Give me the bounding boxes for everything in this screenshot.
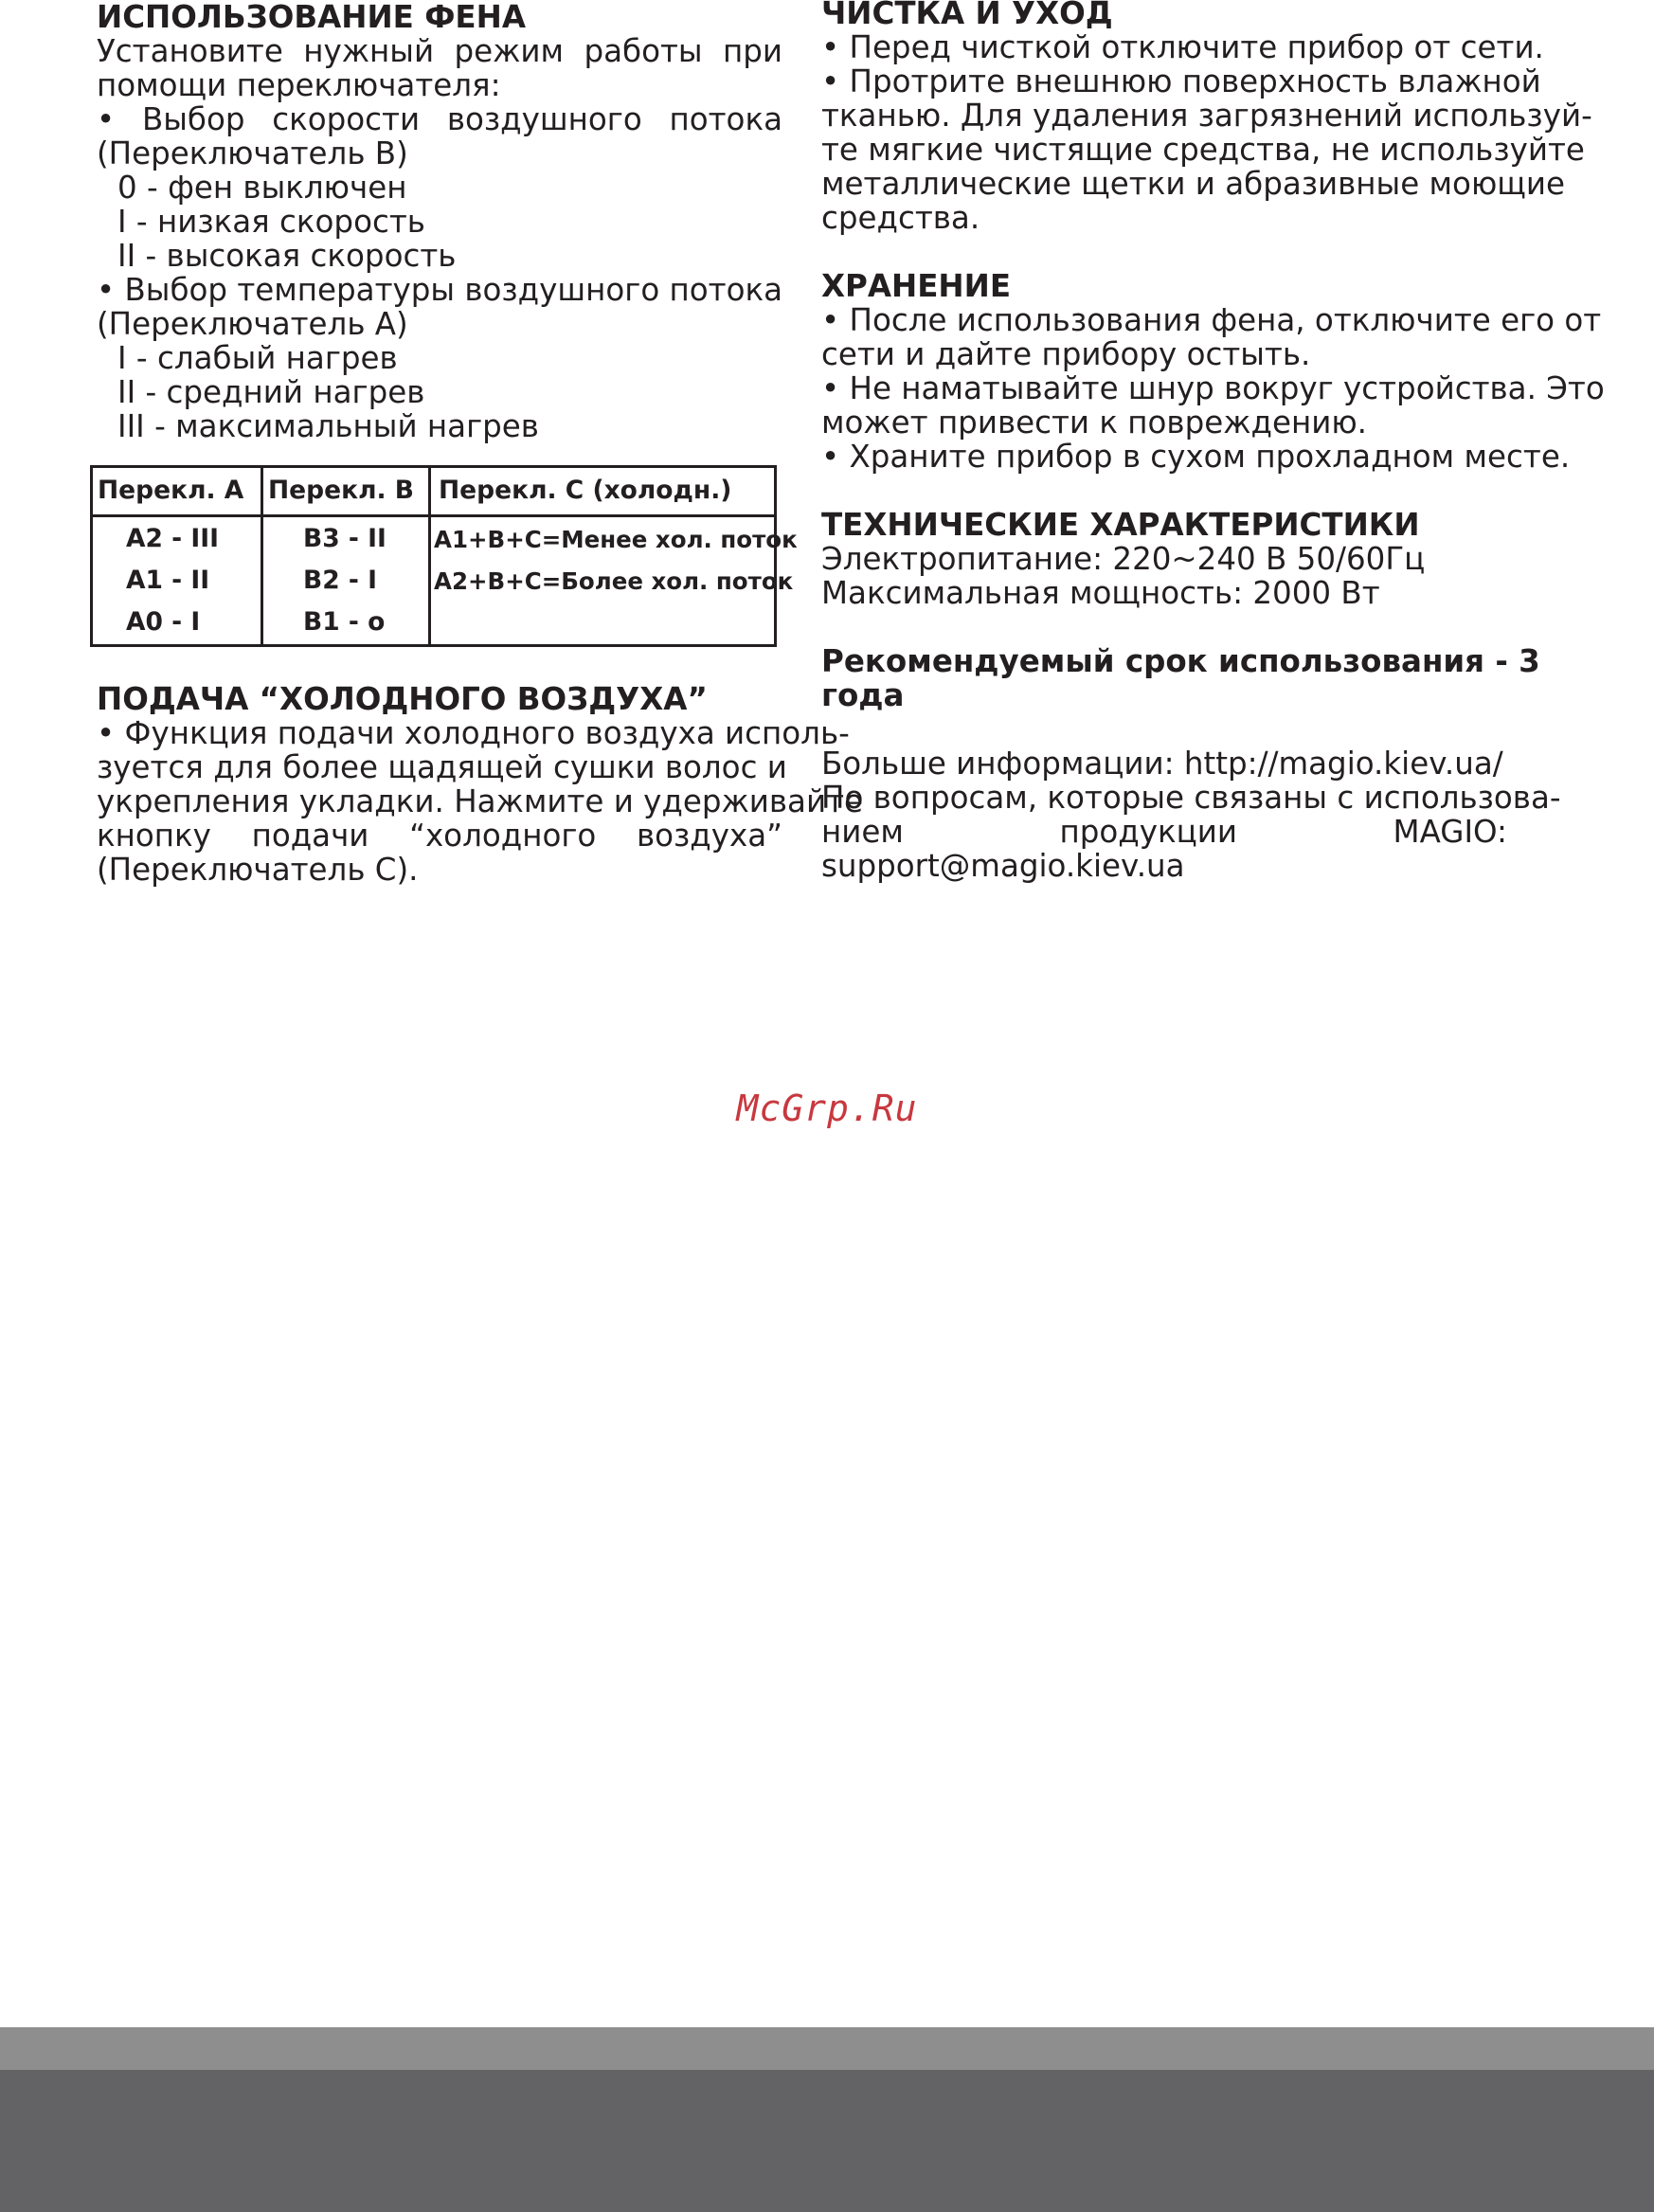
speed-item: I - низкая скорость [117,204,425,240]
table-cell-c: A2+B+C=Более хол. поток [434,567,794,595]
cold-air-line: • Функция подачи холодного воздуха исполь- [97,715,850,751]
cleaning-line: • Протрите внешнюю поверхность влажной [821,63,1541,99]
usage-intro-line: помощи переключателя: [97,67,501,103]
cold-air-line: укрепления укладки. Нажмите и удерживайте [97,783,864,819]
storage-line: • Не наматывайте шнур вокруг устройства. Это [821,370,1605,406]
cleaning-heading: ЧИСТКА И УХОД [821,0,1113,31]
table-header-b: Перекл. В [268,476,414,505]
speed-item: II - высокая скорость [117,238,457,274]
table-cell-a: A0 - I [126,607,201,637]
cleaning-line: металлические щетки и абразивные моющие [821,166,1566,202]
cleaning-line: тканью. Для удаления загрязнений используй- [821,98,1592,134]
temperature-item: III - максимальный нагрев [117,408,539,444]
watermark-logo: McGrp.Ru [736,1088,918,1129]
temperature-selection-line: • Выбор температуры воздушного потока [97,272,783,308]
storage-heading: ХРАНЕНИЕ [821,268,1012,304]
specs-heading: ТЕХНИЧЕСКИЕ ХАРАКТЕРИСТИКИ [821,507,1420,543]
storage-line: может привести к повреждению. [821,405,1368,441]
storage-line: • Храните прибор в сухом прохладном месте. [821,439,1571,475]
cold-air-line: зуется для более щадящей сушки волос и [97,749,787,785]
table-header-a: Перекл. А [98,476,244,505]
table-cell-a: A2 - III [126,524,219,553]
temperature-item: I - слабый нагрев [117,340,398,376]
cleaning-line: средства. [821,200,980,236]
temperature-item: II - средний нагрев [117,374,425,410]
table-divider [93,514,774,517]
storage-line: • После использования фена, отключите его от [821,302,1602,338]
table-header-c: Перекл. С (холодн.) [439,476,732,505]
more-info-link[interactable]: Больше информации: http://magio.kiev.ua/ [821,746,1503,782]
cold-air-line: кнопку подачи “холодного воздуха” [97,818,782,854]
cleaning-line: • Перед чисткой отключите прибор от сети. [821,29,1544,65]
questions-line: нием продукции MAGIO: [821,814,1507,850]
usage-heading: ИСПОЛЬЗОВАНИЕ ФЕНА [97,0,526,35]
table-cell-a: A1 - II [126,566,210,595]
table-cell-b: B2 - I [303,566,377,595]
service-life: Рекомендуемый срок использования - 3 [821,643,1540,679]
max-power-spec: Максимальная мощность: 2000 Вт [821,575,1380,611]
table-cell-c: A1+B+C=Менее хол. поток [434,526,798,553]
service-life: года [821,677,905,713]
switch-mode-table [90,465,798,647]
table-cell-b: B3 - II [303,524,387,553]
questions-line: По вопросам, которые связаны с использова- [821,780,1561,816]
storage-line: сети и дайте прибору остыть. [821,336,1311,372]
usage-intro-line: Установите нужный режим работы при [97,33,782,69]
cold-air-line: (Переключатель С). [97,852,419,888]
speed-selection-line: • Выбор скорости воздушного потока [97,101,782,137]
speed-selection-line: (Переключатель В) [97,135,408,171]
support-email-link[interactable]: support@magio.kiev.ua [821,848,1185,884]
cleaning-line: те мягкие чистящие средства, не используйте [821,132,1585,168]
cold-air-heading: ПОДАЧА “ХОЛОДНОГО ВОЗДУХА” [97,681,708,717]
table-cell-b: B1 - o [303,607,386,637]
footer-bar [0,2070,1654,2212]
table-divider [261,468,263,644]
footer-band [0,2027,1654,2070]
temperature-selection-line: (Переключатель А) [97,306,408,342]
power-supply-spec: Электропитание: 220~240 В 50/60Гц [821,541,1426,577]
table-divider [428,468,431,644]
speed-item: 0 - фен выключен [117,170,407,206]
